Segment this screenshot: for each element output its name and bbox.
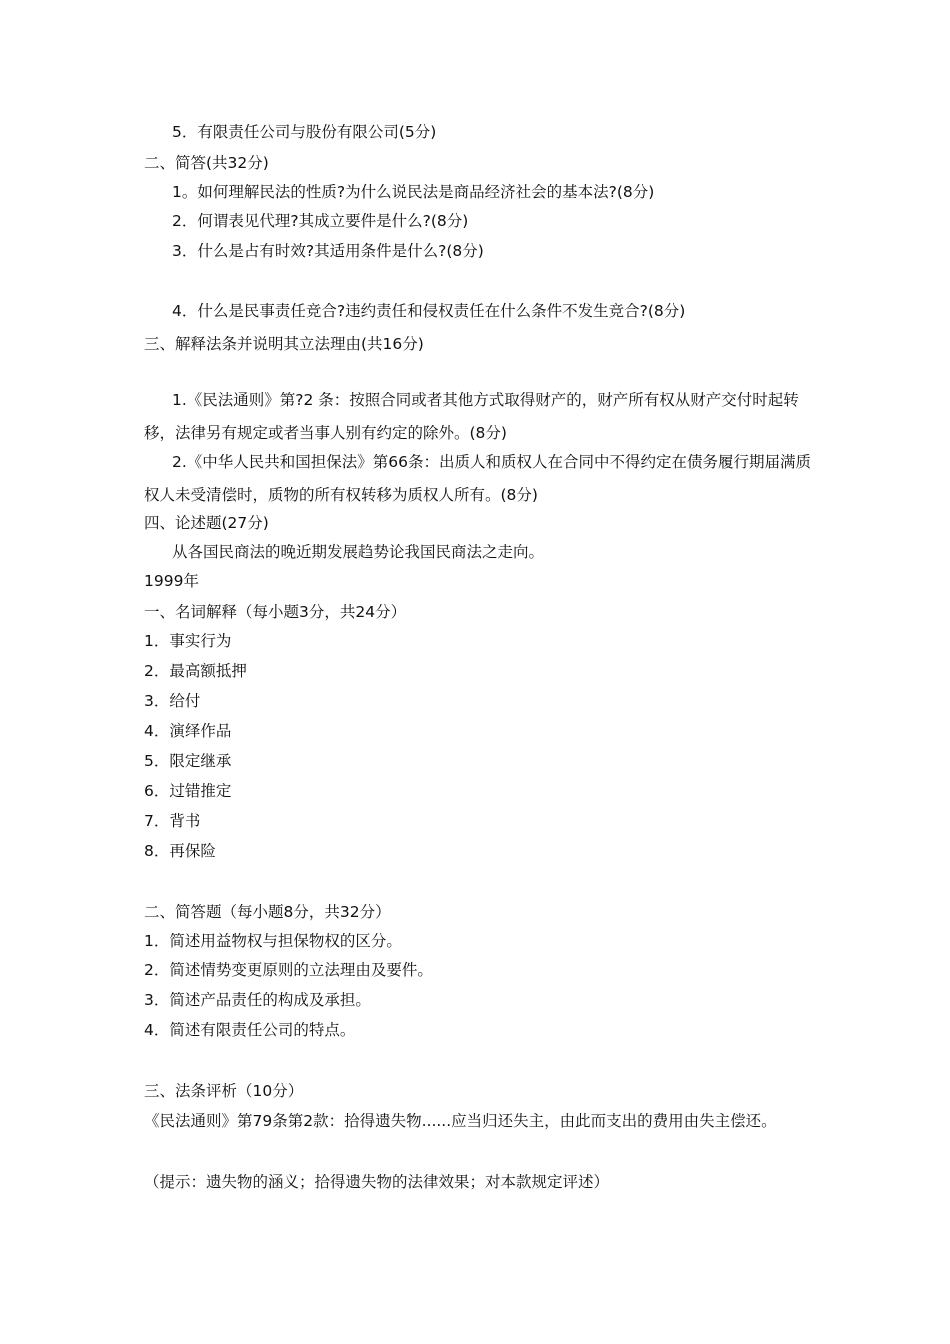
list-item: 6．过错推定 (144, 782, 232, 800)
section-heading: 三、解释法条并说明其立法理由(共16分) (144, 335, 424, 353)
section-heading: 三、法条评析（10分） (144, 1082, 304, 1100)
paragraph: 2.《中华人民共和国担保法》第66条：出质人和质权人在合同中不得约定在债务履行期届满质权人未受清偿时，质物的所有权转移为质权人所有。(8分) (144, 453, 812, 504)
text-line: 从各国民商法的晚近期发展趋势论我国民商法之走向。 (172, 543, 545, 561)
list-item: 4．演绎作品 (144, 722, 232, 740)
hint-text: （提示：遗失物的涵义；拾得遗失物的法律效果；对本款规定评述） (144, 1173, 610, 1191)
section-heading: 二、简答(共32分) (144, 154, 269, 172)
section-heading: 四、论述题(27分) (144, 514, 269, 532)
paragraph: 1.《民法通则》第?2 条：按照合同或者其他方式取得财产的，财产所有权从财产交付时起转移，法律另有规定或者当事人别有约定的除外。(8分) (144, 391, 799, 442)
list-item: 2．最高额抵押 (144, 662, 247, 680)
list-item: 5．限定继承 (144, 752, 232, 770)
list-item: 1．简述用益物权与担保物权的区分。 (144, 932, 402, 950)
section-heading: 一、名词解释（每小题3分，共24分） (144, 603, 407, 621)
list-item: 8．再保险 (144, 842, 216, 860)
text-line: 3．什么是占有时效?其适用条件是什么?(8分) (172, 242, 484, 260)
section-heading: 二、简答题（每小题8分，共32分） (144, 903, 391, 921)
list-item: 3．给付 (144, 692, 201, 710)
list-item: 3．简述产品责任的构成及承担。 (144, 991, 371, 1009)
list-item: 4．简述有限责任公司的特点。 (144, 1021, 356, 1039)
text-line: 1。如何理解民法的性质?为什么说民法是商品经济社会的基本法?(8分) (172, 183, 655, 201)
list-item: 7．背书 (144, 812, 201, 830)
text-line: 4．什么是民事责任竞合?违约责任和侵权责任在什么条件不发生竞合?(8分) (172, 302, 686, 320)
list-item: 1．事实行为 (144, 632, 232, 650)
paragraph: 《民法通则》第79条第2款：拾得遗失物......应当归还失主，由此而支出的费用由失主偿还。 (144, 1112, 777, 1130)
text-line: 5．有限责任公司与股份有限公司(5分) (172, 123, 437, 141)
list-item: 2．简述情势变更原则的立法理由及要件。 (144, 961, 433, 979)
year-heading: 1999年 (144, 572, 199, 590)
text-line: 2．何谓表见代理?其成立要件是什么?(8分) (172, 212, 469, 230)
